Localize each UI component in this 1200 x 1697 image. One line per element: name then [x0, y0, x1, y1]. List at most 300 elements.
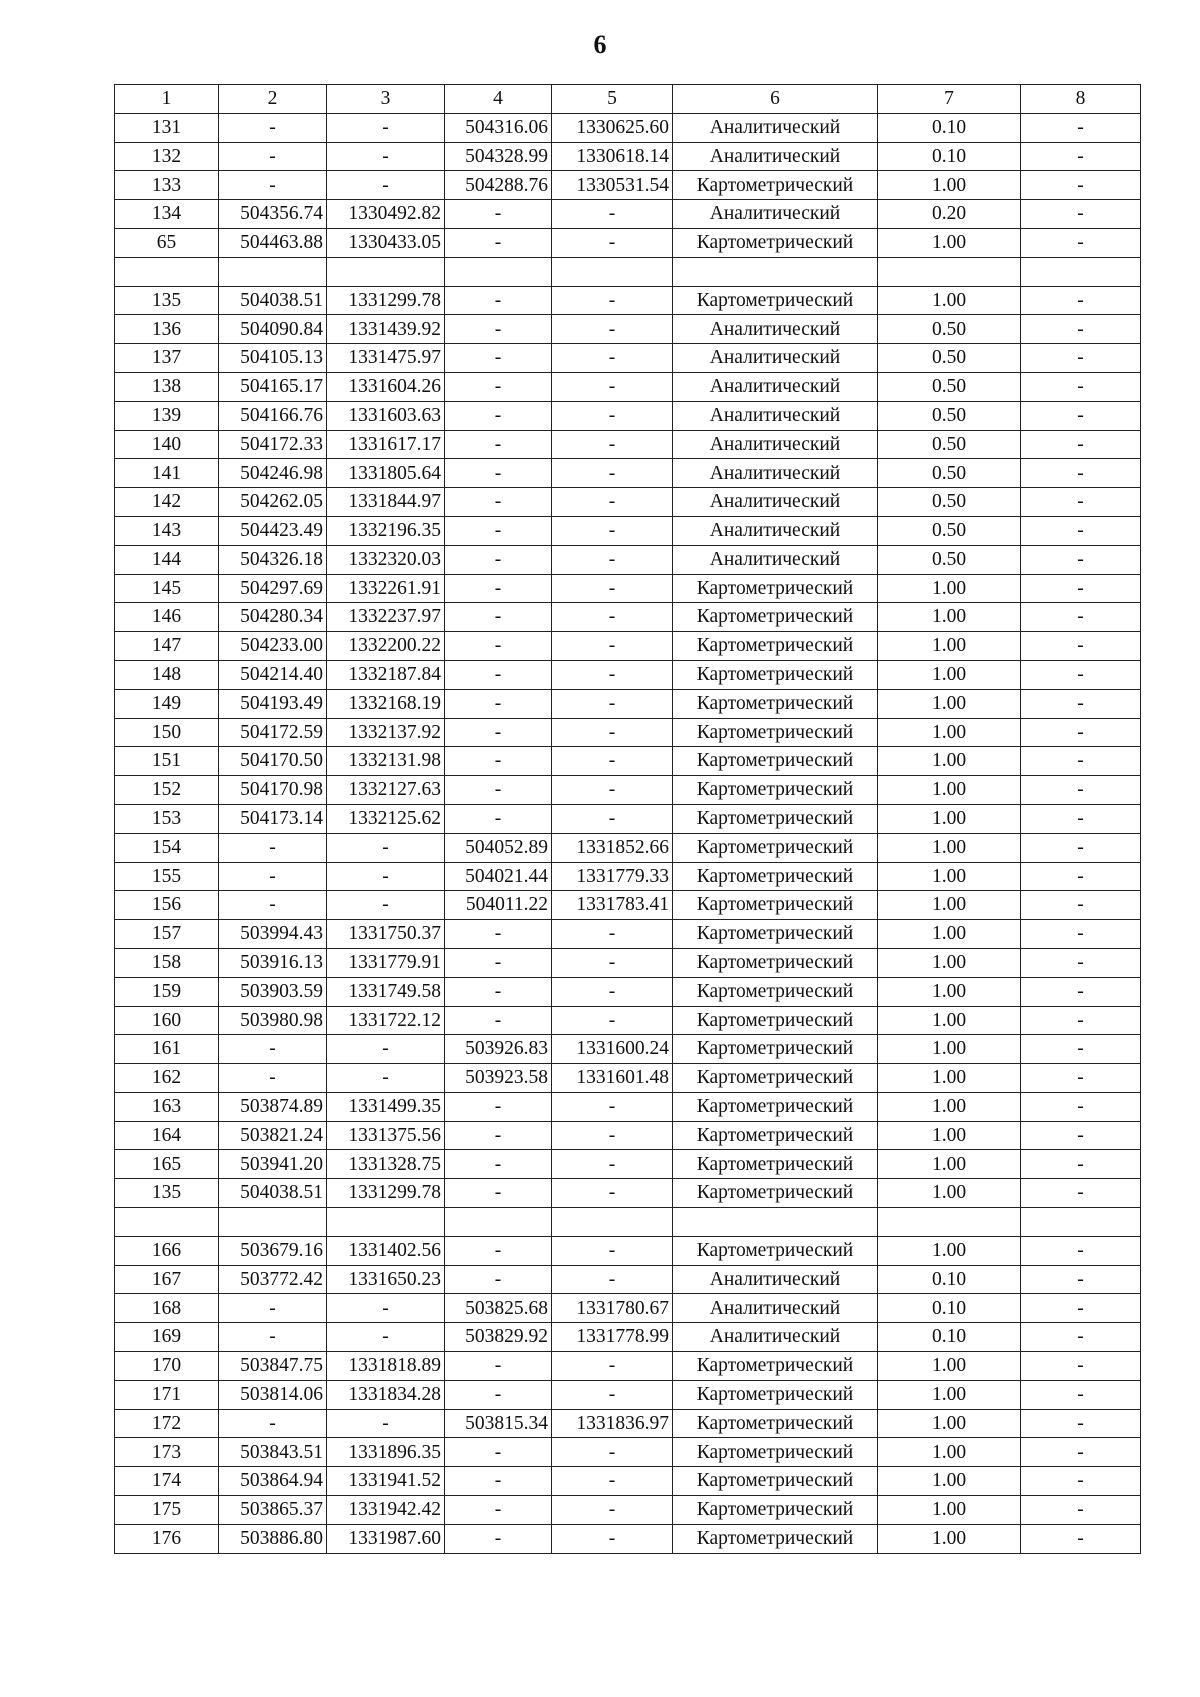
table-row: [115, 776, 1141, 805]
table-row: [115, 977, 1141, 1006]
table-cell: -: [445, 1265, 552, 1294]
table-cell: 504052.89: [445, 833, 552, 862]
table-cell: 139: [115, 401, 219, 430]
table-cell: -: [552, 228, 673, 257]
table-cell: -: [552, 200, 673, 229]
table-cell: 1331779.91: [327, 948, 445, 977]
table-cell: 1.00: [878, 1150, 1021, 1179]
table-cell: -: [445, 488, 552, 517]
table-cell: -: [1021, 574, 1141, 603]
table-cell: 1331402.56: [327, 1236, 445, 1265]
table-cell: -: [445, 804, 552, 833]
table-row: [115, 948, 1141, 977]
table-cell: -: [1021, 315, 1141, 344]
table-cell: -: [1021, 1121, 1141, 1150]
table-cell: -: [1021, 920, 1141, 949]
table-cell: -: [552, 286, 673, 315]
table-cell: -: [1021, 603, 1141, 632]
table-row: [115, 1121, 1141, 1150]
table-cell: -: [219, 862, 327, 891]
table-row: [115, 1438, 1141, 1467]
table-cell: 503821.24: [219, 1121, 327, 1150]
table-cell: 504038.51: [219, 1179, 327, 1208]
table-row: [115, 1035, 1141, 1064]
table-cell: -: [445, 286, 552, 315]
table-row: [115, 1496, 1141, 1525]
table-cell: -: [445, 228, 552, 257]
table-body: [115, 85, 1141, 1554]
table-cell: Аналитический: [673, 113, 878, 142]
table-cell: 504170.50: [219, 747, 327, 776]
table-cell: -: [445, 689, 552, 718]
table-cell: 160: [115, 1006, 219, 1035]
table-cell: -: [552, 660, 673, 689]
table-cell: 0.50: [878, 430, 1021, 459]
table-cell: 150: [115, 718, 219, 747]
table-cell: -: [1021, 516, 1141, 545]
table-cell: [445, 257, 552, 286]
table-cell: -: [1021, 228, 1141, 257]
table-cell: 1.00: [878, 1380, 1021, 1409]
table-cell: 503916.13: [219, 948, 327, 977]
table-cell: Картометрический: [673, 689, 878, 718]
table-cell: 504172.59: [219, 718, 327, 747]
table-cell: -: [1021, 1092, 1141, 1121]
table-cell: -: [1021, 113, 1141, 142]
table-cell: 1331617.17: [327, 430, 445, 459]
table-cell: 503941.20: [219, 1150, 327, 1179]
table-row: [115, 1352, 1141, 1381]
table-cell: 172: [115, 1409, 219, 1438]
table-cell: -: [552, 1352, 673, 1381]
table-cell: 1.00: [878, 228, 1021, 257]
table-cell: -: [1021, 804, 1141, 833]
table-cell: [115, 1208, 219, 1237]
table-cell: 0.50: [878, 488, 1021, 517]
table-cell: 503847.75: [219, 1352, 327, 1381]
table-cell: -: [1021, 1323, 1141, 1352]
table-cell: -: [552, 1236, 673, 1265]
table-cell: 504356.74: [219, 200, 327, 229]
table-cell: [115, 257, 219, 286]
table-cell: 1331749.58: [327, 977, 445, 1006]
table-cell: -: [552, 920, 673, 949]
table-cell: 1.00: [878, 286, 1021, 315]
table-cell: -: [445, 632, 552, 661]
table-cell: -: [552, 401, 673, 430]
table-cell: -: [445, 315, 552, 344]
table-cell: 1331780.67: [552, 1294, 673, 1323]
table-cell: 158: [115, 948, 219, 977]
table-cell: Аналитический: [673, 401, 878, 430]
column-header: 8: [1021, 85, 1141, 114]
table-cell: 132: [115, 142, 219, 171]
table-cell: -: [1021, 1409, 1141, 1438]
table-cell: 1.00: [878, 862, 1021, 891]
table-cell: 1.00: [878, 632, 1021, 661]
table-cell: Картометрический: [673, 1236, 878, 1265]
table-cell: 1331896.35: [327, 1438, 445, 1467]
table-row: [115, 1380, 1141, 1409]
table-cell: -: [219, 142, 327, 171]
table-cell: [878, 257, 1021, 286]
table-cell: -: [327, 171, 445, 200]
table-cell: -: [1021, 344, 1141, 373]
page-number: 6: [593, 30, 607, 59]
table-cell: 151: [115, 747, 219, 776]
table-row: [115, 1064, 1141, 1093]
table-cell: [552, 1208, 673, 1237]
table-cell: 152: [115, 776, 219, 805]
table-cell: 503815.34: [445, 1409, 552, 1438]
table-cell: [673, 1208, 878, 1237]
table-cell: -: [445, 1179, 552, 1208]
table-cell: 504193.49: [219, 689, 327, 718]
table-row: [115, 1265, 1141, 1294]
table-cell: Картометрический: [673, 1006, 878, 1035]
table-cell: Картометрический: [673, 1409, 878, 1438]
table-cell: -: [445, 574, 552, 603]
table-cell: 1.00: [878, 660, 1021, 689]
table-cell: Картометрический: [673, 977, 878, 1006]
table-row: [115, 516, 1141, 545]
table-cell: -: [1021, 776, 1141, 805]
table-cell: 1332196.35: [327, 516, 445, 545]
table-cell: -: [552, 574, 673, 603]
table-cell: Картометрический: [673, 1179, 878, 1208]
table-row: [115, 862, 1141, 891]
table-cell: 176: [115, 1524, 219, 1553]
table-cell: 144: [115, 545, 219, 574]
table-cell: -: [327, 891, 445, 920]
table-cell: 1332320.03: [327, 545, 445, 574]
table-cell: 1.00: [878, 920, 1021, 949]
table-cell: 504011.22: [445, 891, 552, 920]
table-cell: 0.20: [878, 200, 1021, 229]
table-cell: Картометрический: [673, 776, 878, 805]
table-cell: 138: [115, 372, 219, 401]
table-cell: Аналитический: [673, 459, 878, 488]
table-cell: 148: [115, 660, 219, 689]
table-cell: 1331499.35: [327, 1092, 445, 1121]
table-cell: Картометрический: [673, 718, 878, 747]
table-cell: 1331778.99: [552, 1323, 673, 1352]
table-cell: -: [327, 1294, 445, 1323]
table-cell: Картометрический: [673, 1467, 878, 1496]
table-cell: -: [219, 833, 327, 862]
table-separator-row: [115, 257, 1141, 286]
table-cell: Аналитический: [673, 372, 878, 401]
table-cell: 0.10: [878, 1323, 1021, 1352]
table-cell: -: [552, 1438, 673, 1467]
table-cell: 503829.92: [445, 1323, 552, 1352]
table-cell: [219, 257, 327, 286]
table-cell: 1331779.33: [552, 862, 673, 891]
table-cell: -: [552, 488, 673, 517]
column-header: 1: [115, 85, 219, 114]
table-cell: Картометрический: [673, 862, 878, 891]
table-cell: 1331601.48: [552, 1064, 673, 1093]
table-cell: Аналитический: [673, 142, 878, 171]
table-cell: Картометрический: [673, 747, 878, 776]
table-cell: 1332131.98: [327, 747, 445, 776]
table-cell: 165: [115, 1150, 219, 1179]
table-cell: Аналитический: [673, 1265, 878, 1294]
table-cell: -: [1021, 1064, 1141, 1093]
table-cell: 504463.88: [219, 228, 327, 257]
table-row: [115, 833, 1141, 862]
table-cell: -: [1021, 1150, 1141, 1179]
table-cell: -: [445, 977, 552, 1006]
table-cell: 1331439.92: [327, 315, 445, 344]
table-cell: Картометрический: [673, 1092, 878, 1121]
table-cell: 1330433.05: [327, 228, 445, 257]
table-cell: 503864.94: [219, 1467, 327, 1496]
table-cell: -: [1021, 891, 1141, 920]
table-cell: 0.10: [878, 1294, 1021, 1323]
table-cell: -: [1021, 545, 1141, 574]
table-cell: 135: [115, 286, 219, 315]
table-cell: 504038.51: [219, 286, 327, 315]
table-cell: 1.00: [878, 977, 1021, 1006]
table-cell: -: [219, 1294, 327, 1323]
table-cell: -: [1021, 1179, 1141, 1208]
table-cell: [1021, 1208, 1141, 1237]
table-cell: -: [445, 660, 552, 689]
table-row: [115, 142, 1141, 171]
table-cell: 1.00: [878, 1409, 1021, 1438]
table-cell: 1331941.52: [327, 1467, 445, 1496]
table-cell: -: [445, 920, 552, 949]
table-cell: 504328.99: [445, 142, 552, 171]
table-cell: 137: [115, 344, 219, 373]
table-cell: 161: [115, 1035, 219, 1064]
table-row: [115, 718, 1141, 747]
table-cell: -: [1021, 1524, 1141, 1553]
table-cell: Картометрический: [673, 1035, 878, 1064]
table-cell: Картометрический: [673, 833, 878, 862]
table-cell: -: [552, 1467, 673, 1496]
table-cell: 1331805.64: [327, 459, 445, 488]
table-cell: Аналитический: [673, 200, 878, 229]
table-cell: 503923.58: [445, 1064, 552, 1093]
table-cell: -: [1021, 977, 1141, 1006]
table-row: [115, 488, 1141, 517]
table-cell: 154: [115, 833, 219, 862]
table-cell: [1021, 257, 1141, 286]
table-cell: Картометрический: [673, 891, 878, 920]
table-cell: 504246.98: [219, 459, 327, 488]
table-cell: Картометрический: [673, 804, 878, 833]
table-cell: Картометрический: [673, 1496, 878, 1525]
table-cell: 142: [115, 488, 219, 517]
table-cell: -: [1021, 459, 1141, 488]
table-cell: 1.00: [878, 171, 1021, 200]
table-cell: 0.10: [878, 113, 1021, 142]
table-cell: 1331852.66: [552, 833, 673, 862]
table-cell: [327, 257, 445, 286]
table-cell: -: [552, 516, 673, 545]
table-cell: -: [445, 1150, 552, 1179]
table-cell: -: [445, 372, 552, 401]
table-cell: -: [1021, 1380, 1141, 1409]
table-cell: -: [1021, 632, 1141, 661]
table-cell: 167: [115, 1265, 219, 1294]
table-cell: 503874.89: [219, 1092, 327, 1121]
table-cell: -: [327, 113, 445, 142]
table-cell: -: [1021, 1467, 1141, 1496]
table-cell: -: [552, 804, 673, 833]
table-cell: -: [552, 344, 673, 373]
table-cell: Картометрический: [673, 920, 878, 949]
table-cell: 504173.14: [219, 804, 327, 833]
table-cell: 0.50: [878, 315, 1021, 344]
table-cell: 171: [115, 1380, 219, 1409]
table-cell: Картометрический: [673, 171, 878, 200]
table-cell: -: [445, 718, 552, 747]
table-cell: 1331783.41: [552, 891, 673, 920]
table-cell: -: [445, 1121, 552, 1150]
table-cell: 1332125.62: [327, 804, 445, 833]
table-cell: -: [445, 1438, 552, 1467]
table-row: [115, 315, 1141, 344]
table-cell: Картометрический: [673, 632, 878, 661]
table-cell: -: [552, 315, 673, 344]
table-row: [115, 1236, 1141, 1265]
table-cell: -: [1021, 488, 1141, 517]
table-cell: -: [552, 430, 673, 459]
table-cell: -: [219, 113, 327, 142]
table-cell: -: [445, 516, 552, 545]
column-header: 5: [552, 85, 673, 114]
table-cell: Картометрический: [673, 948, 878, 977]
table-cell: Аналитический: [673, 315, 878, 344]
table-cell: Картометрический: [673, 574, 878, 603]
table-cell: 135: [115, 1179, 219, 1208]
table-cell: -: [1021, 372, 1141, 401]
table-cell: 504090.84: [219, 315, 327, 344]
table-cell: -: [1021, 286, 1141, 315]
table-cell: -: [1021, 718, 1141, 747]
table-row: [115, 574, 1141, 603]
column-header: 6: [673, 85, 878, 114]
table-cell: 1332187.84: [327, 660, 445, 689]
table-cell: Картометрический: [673, 603, 878, 632]
table-cell: Картометрический: [673, 1064, 878, 1093]
table-cell: 140: [115, 430, 219, 459]
table-cell: 168: [115, 1294, 219, 1323]
table-cell: -: [1021, 142, 1141, 171]
table-cell: 503825.68: [445, 1294, 552, 1323]
table-cell: -: [1021, 660, 1141, 689]
table-cell: -: [327, 1323, 445, 1352]
table-cell: 1331299.78: [327, 1179, 445, 1208]
table-cell: 169: [115, 1323, 219, 1352]
table-row: [115, 430, 1141, 459]
table-cell: -: [1021, 200, 1141, 229]
table-cell: -: [445, 200, 552, 229]
table-cell: 1331475.97: [327, 344, 445, 373]
table-row: [115, 344, 1141, 373]
table-row: [115, 1179, 1141, 1208]
table-cell: -: [327, 1035, 445, 1064]
table-cell: 1332137.92: [327, 718, 445, 747]
table-cell: 503886.80: [219, 1524, 327, 1553]
table-cell: -: [1021, 401, 1141, 430]
table-cell: Картометрический: [673, 660, 878, 689]
table-cell: 0.10: [878, 1265, 1021, 1294]
table-cell: 504316.06: [445, 113, 552, 142]
table-cell: 504297.69: [219, 574, 327, 603]
table-cell: 65: [115, 228, 219, 257]
table-cell: 174: [115, 1467, 219, 1496]
table-cell: -: [552, 632, 673, 661]
table-cell: -: [327, 1409, 445, 1438]
table-cell: 173: [115, 1438, 219, 1467]
table-cell: 1.00: [878, 1352, 1021, 1381]
table-row: [115, 1092, 1141, 1121]
table-cell: 0.50: [878, 516, 1021, 545]
table-row: [115, 1467, 1141, 1496]
table-cell: -: [552, 1496, 673, 1525]
table-cell: -: [219, 171, 327, 200]
table-cell: 1331650.23: [327, 1265, 445, 1294]
table-cell: -: [552, 689, 673, 718]
table-cell: Картометрический: [673, 1438, 878, 1467]
table-cell: 1331818.89: [327, 1352, 445, 1381]
table-cell: 1.00: [878, 948, 1021, 977]
table-row: [115, 920, 1141, 949]
table-row: [115, 286, 1141, 315]
table-cell: -: [1021, 430, 1141, 459]
table-cell: 146: [115, 603, 219, 632]
table-cell: Картометрический: [673, 1121, 878, 1150]
table-row: [115, 804, 1141, 833]
table-cell: Аналитический: [673, 488, 878, 517]
table-row: [115, 200, 1141, 229]
table-cell: -: [445, 747, 552, 776]
table-cell: [552, 257, 673, 286]
table-cell: 503814.06: [219, 1380, 327, 1409]
table-cell: 1.00: [878, 603, 1021, 632]
table-cell: 503772.42: [219, 1265, 327, 1294]
table-cell: 131: [115, 113, 219, 142]
table-cell: 504214.40: [219, 660, 327, 689]
table-cell: -: [1021, 171, 1141, 200]
table-cell: -: [219, 1064, 327, 1093]
table-cell: 163: [115, 1092, 219, 1121]
table-cell: 159: [115, 977, 219, 1006]
table-cell: 141: [115, 459, 219, 488]
table-cell: 1331834.28: [327, 1380, 445, 1409]
table-cell: -: [552, 1265, 673, 1294]
table-cell: 503865.37: [219, 1496, 327, 1525]
table-cell: 1332237.97: [327, 603, 445, 632]
table-cell: 1331600.24: [552, 1035, 673, 1064]
table-cell: -: [552, 372, 673, 401]
table-cell: 504233.00: [219, 632, 327, 661]
table-cell: 134: [115, 200, 219, 229]
table-cell: 504326.18: [219, 545, 327, 574]
table-cell: -: [445, 1380, 552, 1409]
table-cell: Картометрический: [673, 1352, 878, 1381]
table-cell: -: [445, 344, 552, 373]
table-cell: 1.00: [878, 689, 1021, 718]
table-cell: -: [445, 948, 552, 977]
table-cell: 1.00: [878, 1438, 1021, 1467]
table-cell: 504423.49: [219, 516, 327, 545]
table-cell: -: [552, 1179, 673, 1208]
